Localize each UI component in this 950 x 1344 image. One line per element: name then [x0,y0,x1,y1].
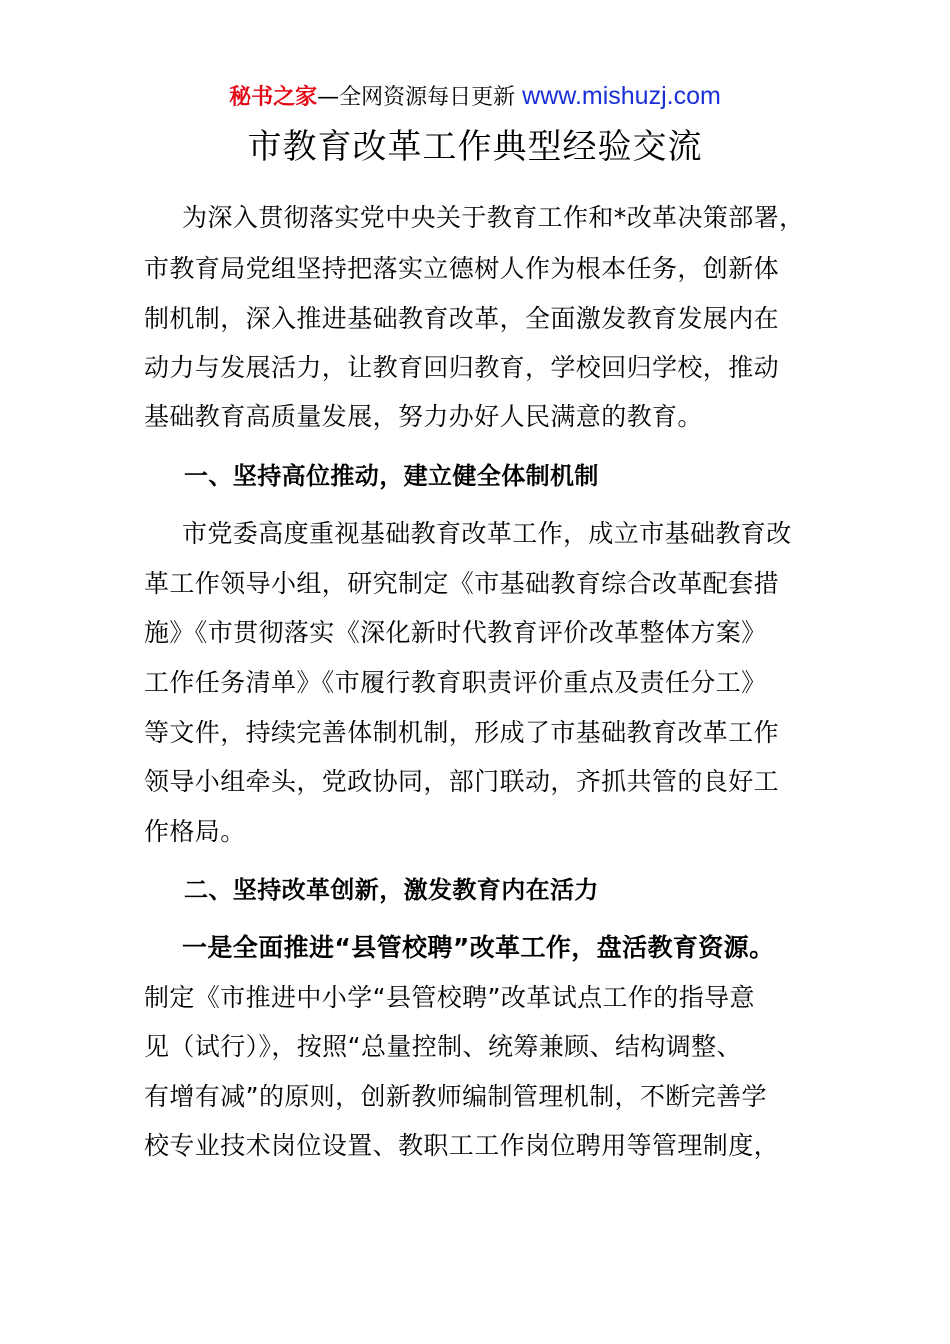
section2-line: 制定《市推进中小学“县管校聘”改革试点工作的指导意 [144,983,755,1012]
site-url-link[interactable]: www.mishuzj.com [522,82,721,110]
section1-line: 作格局。 [144,817,246,846]
section1-line: 革工作领导小组，研究制定《市基础教育综合改革配套措 [144,569,780,598]
section1-line: 施》《市贯彻落实《深化新时代教育评价改革整体方案》 [144,618,767,647]
section2-line: 见（试行）》，按照“总量控制、统筹兼顾、结构调整、 [144,1032,742,1061]
intro-line: 市教育局党组坚持把落实立德树人作为根本任务，创新体 [144,254,780,283]
section1-line: 领导小组牵头，党政协同，部门联动，齐抓共管的良好工 [144,767,780,796]
brand-name: 秘书之家 [229,85,318,110]
intro-line: 动力与发展活力，让教育回归教育，学校回归学校，推动 [144,353,780,382]
section1-line: 市党委高度重视基础教育改革工作，成立市基础教育改 [182,519,792,548]
section1-line: 等文件，持续完善体制机制，形成了市基础教育改革工作 [144,718,780,747]
header-tagline: —全网资源每日更新 [317,85,523,110]
intro-line: 为深入贯彻落实党中央关于教育工作和*改革决策部署， [182,203,805,232]
section1-line: 工作任务清单》《市履行教育职责评价重点及责任分工》 [144,668,767,697]
section-heading-1: 一、坚持高位推动，建立健全体制机制 [184,462,599,490]
section2-subheading: 一是全面推进“县管校聘”改革工作，盘活教育资源。 [182,933,775,962]
section-heading-2: 二、坚持改革创新，激发教育内在活力 [184,876,599,904]
document-title: 市教育改革工作典型经验交流 [247,127,703,167]
intro-line: 基础教育高质量发展，努力办好人民满意的教育。 [144,402,703,431]
site-header [0,80,950,114]
section2-line: 有增有减”的原则，创新教师编制管理机制，不断完善学 [144,1082,767,1111]
section2-line: 校专业技术岗位设置、教职工工作岗位聘用等管理制度， [144,1131,780,1160]
intro-line: 制机制，深入推进基础教育改革，全面激发教育发展内在 [144,304,780,333]
